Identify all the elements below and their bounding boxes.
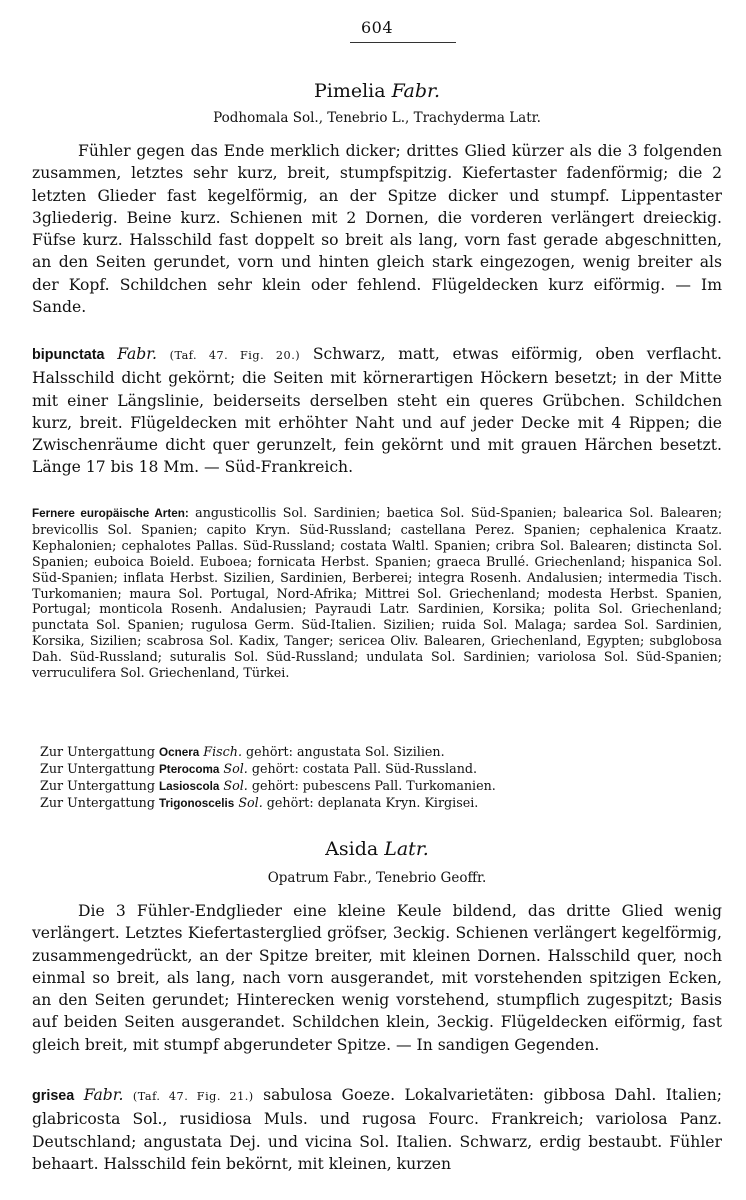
genus-author: Fabr. [391, 80, 441, 102]
other-species-list [32, 505, 722, 681]
species-name: bipunctata [32, 347, 105, 363]
subgenus-name: Pterocoma [159, 762, 220, 776]
other-species-heading: Fernere europäische Arten: [32, 507, 189, 520]
figure-reference: (Taf. 47. Fig. 20.) [169, 349, 301, 362]
figure-reference: (Taf. 47. Fig. 21.) [132, 1090, 254, 1103]
genus-synonyms: Opatrum Fabr., Tenebrio Geoffr. [267, 870, 487, 886]
species-entry-bipunctata [32, 343, 722, 479]
genus-author: Latr. [384, 838, 429, 860]
header-rule [350, 42, 456, 43]
genus-name: Asida [325, 838, 379, 860]
species-text: sabulosa Goeze. Lokalvarietäten: gibbosa Dahl. Italien; glabricosta Sol., rusidiosa Muls. und rugosa Fourc. Frankreich; variolosa Panz. Deutschland; angustata Dej. und vicina Sol. Italien. Schwarz, erdig bestaubt. Fühler behaart. Halsschild fein bekörnt, mit kleinen, kurzen [32, 1086, 722, 1173]
genus-name: Pimelia [313, 80, 386, 102]
species-text: Schwarz, matt, etwas eiförmig, oben verflacht. Halsschild dicht gekörnt; die Seiten mit körnerartigen Höckern besetzt; in der Mitte mit einer Längslinie, beiderseits derselben steht ein queres Grübchen. Schildchen kurz, breit. Flügeldecken mit erhöhter Naht und auf jeder Decke mit 4 Rippen; die Zwischenräume dicht quer gerunzelt, fein gekörnt und mit grauen Härchen besetzt. Länge 17 bis 18 Mm. — Süd-Frankreich. [32, 345, 722, 477]
book-page [32, 0, 722, 1200]
species-name: grisea [32, 1088, 75, 1104]
genus-synonyms: Podhomala Sol., Tenebrio L., Trachyderma Latr. [213, 110, 541, 126]
species-author: Fabr. [83, 1086, 124, 1104]
subgenus-name: Lasioscola [159, 779, 220, 793]
subgenus-name: Trigonoscelis [159, 796, 235, 810]
subgenera-list [32, 744, 722, 812]
genus-description: Fühler gegen das Ende merklich dicker; drittes Glied kürzer als die 3 folgenden zusammen, letztes sehr kurz, breit, stumpfspitzig. Kiefertaster fadenförmig; die 2 letzten Glieder fast kegelförmig, an der Spitze dicker und stumpf. Lippentaster 3gliederig. Beine kurz. Schienen mit 2 Dornen, die vorderen verlängert dreieckig. Füfse kurz. Halsschild fast doppelt so breit als lang, vorn fast gerade abgeschnitten, an den Seiten gerundet, vorn und hinten gleich stark eingezogen, wenig breiter als der Kopf. Schildchen sehr klein oder fehlend. Flügeldecken kurz eiförmig. — Im Sande. [32, 142, 722, 317]
subgenus-line: Zur Untergattung Trigonoscelis Sol. gehört: deplanata Kryn. Kirgisei. [40, 794, 479, 810]
other-species-text: angusticollis Sol. Sardinien; baetica Sol. Süd-Spanien; balearica Sol. Balearen; brevicollis Sol. Spanien; capito Kryn. Süd-Russland; castellana Perez. Spanien; cephalenica Kraatz. Kephalonien; cephalotes Pallas. Süd-Russland; costata Waltl. Spanien; cribra Sol. Balearen; distincta Sol. Spanien; euboica Boield. Euboea; fornicata Herbst. Spanien; graeca Brullé. Griechenland; hispanica Sol. Süd-Spanien; inflata Herbst. Sizilien, Sardinien, Berberei; integra Rosenh. Andalusien; intermedia Tisch. Turkomanien; maura Sol. Portugal, Nord-Afrika; Mittrei Sol. Griechenland; modesta Herbst. Spanien, Portugal; monticola Rosenh. Andalusien; Payraudi Latr. Sardinien, Korsika; polita Sol. Griechenland; punctata Sol. Spanien; rugulosa Germ. Süd-Italien. Sizilien; ruida Sol. Malaga; sardea Sol. Sardinien, Korsika, Sizilien; scabrosa Sol. Kadix, Tanger; sericea Oliv. Balearen, Griechenland, Egypten; subglobosa Dah. Süd-Russland; suturalis Sol. Süd-Russland; undulata Sol. Sardinien; variolosa Sol. Süd-Spanien; verruculifera Sol. Griechenland, Türkei. [32, 505, 722, 681]
subgenus-name: Ocnera [159, 746, 200, 759]
species-entry-grisea [32, 1084, 722, 1175]
genus-description: Die 3 Fühler-Endglieder eine kleine Keule bildend, das dritte Glied wenig verlängert. Letztes Kiefertasterglied gröfser, 3eckig. Schienen verlängert kegelförmig, zusammengedrückt, an der Spitze breiter, mit kleinen Dornen. Halsschild quer, noch einmal so breit, als lang, nach vorn ausgerandet, mit vorstehenden spitzigen Ecken, an den Seiten gerundet; Hinterecken wenig vorstehend, stumpflich zugespitzt; Basis auf beiden Seiten ausgerandet. Schildchen klein, 3eckig. Flügeldecken eiförmig, fast gleich breit, mit stumpf abgerundeter Spitze. — In sandigen Gegenden. [32, 902, 722, 1054]
genus-title-asida [32, 838, 722, 860]
subgenus-line: Zur Untergattung Lasioscola Sol. gehört: pubescens Pall. Turkomanien. [40, 777, 496, 793]
genus-title-pimelia [32, 80, 722, 102]
species-author: Fabr. [117, 345, 157, 363]
subgenus-line: Zur Untergattung Pterocoma Sol. gehört: costata Pall. Süd-Russland. [40, 760, 478, 776]
page-number: 604 [360, 18, 394, 37]
subgenus-line: Zur Untergattung Ocnera Fisch. gehört: angustata Sol. Sizilien. [40, 744, 445, 759]
